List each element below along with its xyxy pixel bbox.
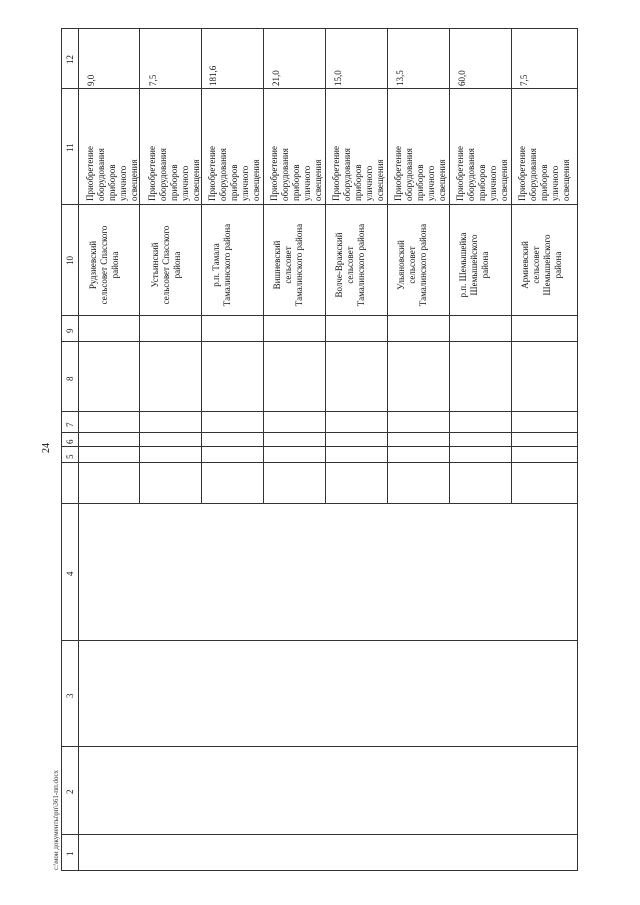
page-number: 24 [41,443,52,453]
budget-table: 12 11 10 9 8 7 6 5 4 3 2 1 9,0 Приобретение оборудования приборов уличного освещения Рудзиевский сельсовет Спасского района 7,5 Приобретение оборудования приборов уличного освещения Устьинский сельсовет Спасского района 181,6 Приобретение оборудования приборов уличного освещения р.п. Тамала Тамалинского района 21,0 Приобретение оборудования приборов уличного освещения Вишневский сельсовет Тамалинского района 15,0 Приобретение оборудования приборов уличного освещения Волче-Вражский сельсовет Тамалинского района 13,5 Приобретение оборудования приборов уличного освещения Ульяновский сельсовет Тамалинского района 60,0 Приобретение оборудования приборов уличного освещения р.п. Шемышейка Шемышейского района 7,5 Приобретение оборудования приборов уличного освещения Армиевский сельсовет Шемышейского района [61,28,578,871]
footer-file-path-text: c:\мои документы\рп\361-пп.docx [52,769,60,870]
